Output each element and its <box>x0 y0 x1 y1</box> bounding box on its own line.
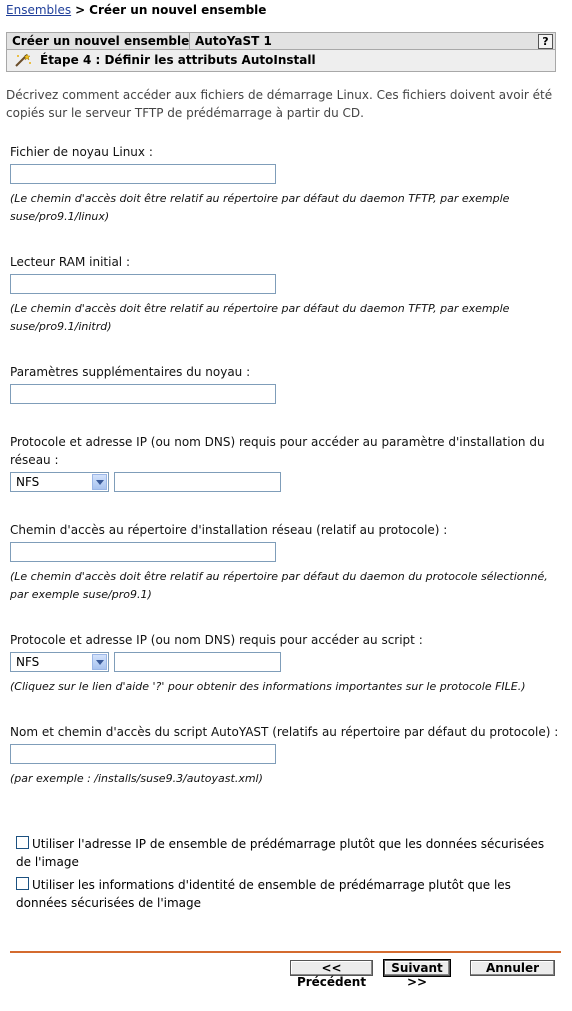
title-divider <box>189 33 190 49</box>
next-button[interactable]: Suivant >> <box>384 960 450 976</box>
script-path-label: Nom et chemin d'accès du script AutoYAST (relatifs au répertoire par défaut du protocole) : <box>10 725 559 739</box>
install-path-input[interactable] <box>10 542 276 562</box>
breadcrumb-link-ensembles[interactable]: Ensembles <box>6 3 72 17</box>
ramdisk-label: Lecteur RAM initial : <box>10 255 130 269</box>
install-protocol-select[interactable] <box>10 472 109 492</box>
install-protocol-value: NFS <box>16 475 40 489</box>
install-address-input[interactable] <box>114 472 281 492</box>
chevron-down-icon[interactable] <box>92 474 107 490</box>
script-protocol-label: Protocole et adresse IP (ou nom DNS) requis pour accéder au script : <box>10 633 423 647</box>
previous-button[interactable]: << Précédent <box>290 960 373 976</box>
chevron-down-icon[interactable] <box>92 654 107 670</box>
script-path-input[interactable] <box>10 744 276 764</box>
kernel-file-input[interactable] <box>10 164 276 184</box>
script-protocol-hint: (Cliquez sur le lien d'aide '?' pour obtenir des informations importantes sur le protocole FILE.) <box>10 680 526 693</box>
kernel-file-label: Fichier de noyau Linux : <box>10 145 153 159</box>
magic-wand-icon <box>14 53 32 67</box>
page-description: Décrivez comment accéder aux fichiers de démarrage Linux. Ces fichiers doivent avoir été copiés sur le serveur TFTP de prédémarrage à partir du CD. <box>6 88 553 120</box>
cancel-button[interactable]: Annuler <box>470 960 555 976</box>
kernel-params-input[interactable] <box>10 384 276 404</box>
kernel-file-hint: (Le chemin d'accès doit être relatif au répertoire par défaut du daemon TFTP, par exemple suse/pro9.1/linux) <box>10 192 510 223</box>
install-path-label: Chemin d'accès au répertoire d'installation réseau (relatif au protocole) : <box>10 523 448 537</box>
script-protocol-select[interactable] <box>10 652 109 672</box>
breadcrumb-separator: > <box>75 3 86 17</box>
use-identity-checkbox[interactable] <box>16 877 29 890</box>
ramdisk-hint: (Le chemin d'accès doit être relatif au répertoire par défaut du daemon TFTP, par exemple suse/pro9.1/initrd) <box>10 302 510 333</box>
use-ip-option[interactable] <box>16 835 556 871</box>
help-icon[interactable]: ? <box>538 34 553 49</box>
ramdisk-input[interactable] <box>10 274 276 294</box>
install-protocol-label: Protocole et adresse IP (ou nom DNS) requis pour accéder au paramètre d'installation du réseau : <box>10 435 545 467</box>
use-identity-option[interactable] <box>16 876 556 912</box>
use-identity-label: Utiliser les informations d'identité de ensemble de prédémarrage plutôt que les données sécurisées de l'image <box>16 878 511 910</box>
footer-divider <box>10 951 561 953</box>
use-ip-label: Utiliser l'adresse IP de ensemble de prédémarrage plutôt que les données sécurisées de l'image <box>16 837 545 869</box>
step-label: Étape 4 : Définir les attributs AutoInstall <box>40 53 316 67</box>
script-path-hint: (par exemple : /installs/suse9.3/autoyast.xml) <box>10 772 263 785</box>
breadcrumb <box>6 3 266 17</box>
title-bar <box>6 32 556 50</box>
script-address-input[interactable] <box>114 652 281 672</box>
step-bar <box>6 50 556 72</box>
use-ip-checkbox[interactable] <box>16 836 29 849</box>
bundle-name: AutoYaST 1 <box>195 34 272 48</box>
script-protocol-value: NFS <box>16 655 40 669</box>
breadcrumb-current: Créer un nouvel ensemble <box>89 3 267 17</box>
kernel-params-label: Paramètres supplémentaires du noyau : <box>10 365 251 379</box>
install-path-hint: (Le chemin d'accès doit être relatif au répertoire par défaut du daemon du protocole sélectionné, par exemple suse/pro9.1) <box>10 570 548 601</box>
page-title: Créer un nouvel ensemble <box>12 34 190 48</box>
